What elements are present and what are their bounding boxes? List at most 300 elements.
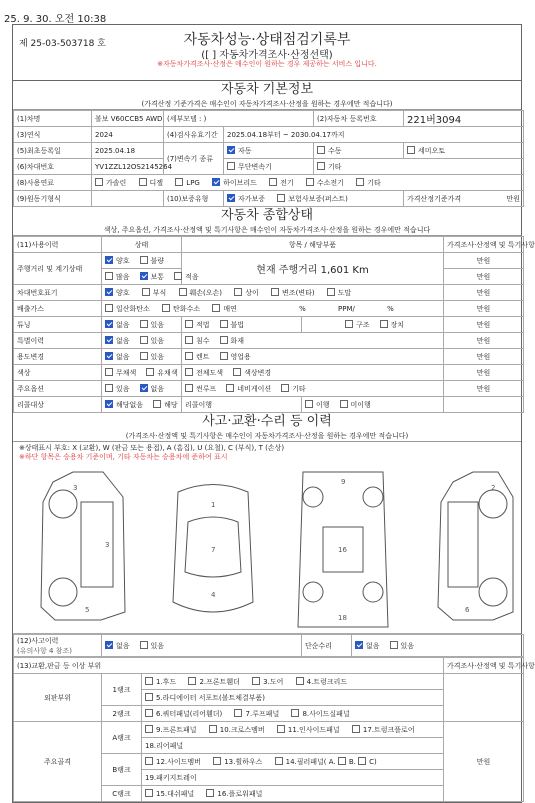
tuning-type (302, 317, 444, 333)
color-full-paint[interactable] (185, 369, 223, 377)
price-base (404, 191, 524, 207)
mileage-normal[interactable] (140, 273, 165, 281)
option-label: 무채색 (116, 368, 137, 377)
checkbox-icon (281, 384, 289, 392)
label-rank1: 1랭크 (102, 674, 142, 706)
document-title: 자동차성능·상태점검기록부 (183, 32, 351, 48)
option-label: 매연 (223, 304, 237, 313)
rank-c-options (142, 786, 444, 802)
gauge-bad[interactable] (140, 257, 165, 265)
checkbox-icon (390, 641, 398, 649)
col-parts-price: 가격조사·산정액 및 특기사항 (444, 658, 524, 674)
fuel-options (92, 175, 524, 191)
checkbox-icon (209, 725, 217, 733)
checkbox-icon (145, 725, 153, 733)
option-label: 있음 (116, 384, 130, 393)
label-transmission: (7)변속기 종류 (164, 143, 224, 175)
option-label: 7.루프패널 (245, 709, 280, 718)
checkbox-icon (296, 677, 304, 685)
label-car-name: (1)차명 (14, 111, 92, 127)
section-title: 자동차 종합상태 (220, 208, 314, 223)
label-engine-type: (9)원동기형식 (14, 191, 92, 207)
checkbox-icon (220, 320, 228, 328)
svg-text:5: 5 (85, 606, 90, 614)
checkbox-icon (145, 709, 153, 717)
checkbox-icon (252, 677, 260, 685)
checkbox-icon (317, 162, 325, 170)
document-subtitle: ([ ] 자동차가격조사·산정선택) (201, 50, 333, 61)
hist-yes[interactable] (140, 337, 165, 345)
part-roof-panel[interactable] (234, 710, 279, 718)
option-label: 수소전기 (316, 178, 344, 187)
option-label: 장치 (390, 320, 405, 329)
checkbox-icon (145, 789, 153, 797)
svg-text:18: 18 (338, 614, 347, 622)
option-label: 13.휠하우스 (224, 757, 263, 766)
tuning-device[interactable] (380, 321, 405, 329)
trans-cvt[interactable] (224, 159, 314, 175)
repair-header (13, 413, 521, 442)
label-parts: (13)교환,판금 등 이상 부위 (14, 658, 444, 674)
section-note: (가격조사·산정액 및 특기사항은 매수인이 자동차가격조사·산정을 원하는 경우에만 적습니다) (125, 432, 409, 440)
option-label: 수동 (328, 146, 342, 155)
checkbox-icon (146, 368, 154, 376)
checkbox-icon (356, 178, 364, 186)
repair-yes[interactable] (390, 642, 415, 650)
value-reg-no: 221버3094 (404, 111, 524, 127)
opt-yesno (102, 381, 182, 397)
car-top-view (173, 485, 253, 613)
rank-a-options-2 (142, 738, 444, 754)
unit-label: 만원 (444, 317, 524, 333)
option-label: 해당 (164, 400, 178, 409)
checkbox-icon (140, 352, 148, 360)
option-label: 5.라디에이터 서포트(볼트체결부품) (156, 693, 266, 702)
checkbox-icon (352, 725, 360, 733)
color-paint (182, 365, 444, 381)
recall-none[interactable] (105, 401, 143, 409)
checkbox-icon (185, 320, 193, 328)
opt-navi[interactable] (226, 385, 271, 393)
tuning-legal-opt[interactable] (185, 321, 210, 329)
emi-co[interactable] (105, 305, 150, 313)
document-header (13, 25, 521, 81)
emi-smoke[interactable] (212, 305, 237, 313)
checkbox-icon (145, 677, 153, 685)
part-cross-member[interactable] (209, 726, 265, 734)
svg-text:2: 2 (491, 484, 496, 492)
checkbox-icon (227, 146, 235, 154)
unit-label: 만원 (506, 194, 521, 203)
status-table (13, 236, 535, 413)
svg-text:4: 4 (211, 591, 216, 599)
svg-text:7: 7 (211, 546, 216, 554)
option-label: 많음 (116, 272, 130, 281)
part-door[interactable] (252, 678, 283, 686)
option-label: 6.쿼터패널(리어휀더) (156, 709, 223, 718)
option-label: 일산화탄소 (116, 304, 150, 313)
unit-label: 만원 (444, 301, 524, 317)
checkbox-icon (162, 304, 170, 312)
warranty-self[interactable] (227, 195, 265, 203)
car-frame-view (298, 472, 388, 627)
inspection-record (12, 24, 535, 803)
emission-options (102, 301, 444, 317)
opt-etc[interactable] (281, 385, 306, 393)
checkbox-icon (380, 320, 388, 328)
checkbox-icon (234, 709, 242, 717)
checkbox-icon (226, 384, 234, 392)
option-label: 있음 (150, 320, 165, 329)
option-label: 없음 (116, 641, 130, 650)
checkbox-icon (234, 288, 242, 296)
checkbox-icon (269, 178, 277, 186)
car-left-view (41, 472, 125, 620)
option-label: 적음 (185, 272, 199, 281)
option-label: 양호 (116, 256, 130, 265)
mileage-value: 현재 주행거리 1,601 Km (182, 253, 444, 285)
use-business[interactable] (220, 353, 251, 361)
svg-text:6: 6 (465, 606, 470, 614)
part-quarter-panel[interactable] (145, 710, 222, 718)
vin-mismatch[interactable] (234, 289, 259, 297)
pillar-b[interactable] (338, 758, 356, 766)
checkbox-icon (227, 162, 235, 170)
value-engine-type (92, 191, 164, 207)
label-simple-repair: 단순수리 (302, 635, 352, 657)
label-year: (3)연식 (14, 127, 92, 143)
mileage-few[interactable] (174, 273, 199, 281)
checkbox-icon (105, 384, 113, 392)
fuel-hydrogen[interactable] (306, 179, 344, 187)
part-dash-panel[interactable] (145, 790, 194, 798)
opt-none[interactable] (140, 385, 165, 393)
checkbox-icon (327, 288, 335, 296)
unit-label: 만원 (444, 269, 524, 285)
option-label: 보통 (150, 272, 165, 281)
checkbox-icon (317, 146, 325, 154)
label-outer-panel: 외판부위 (14, 674, 102, 722)
checkbox-icon (139, 178, 147, 186)
label-accident (14, 635, 102, 657)
value-car-name: 볼보 V60CCB5 AWD (92, 111, 164, 127)
checkbox-icon (407, 146, 415, 154)
document-number: 제 25-03-503718 호 (19, 39, 106, 49)
checkbox-icon (277, 194, 285, 202)
unit-label: 만원 (444, 253, 524, 269)
label-main-frame: 주요골격 (14, 722, 102, 802)
vin-corrosion[interactable] (142, 289, 167, 297)
gauge-good[interactable] (105, 257, 130, 265)
trans-semi[interactable] (404, 143, 524, 159)
option-label: 없음 (116, 320, 130, 329)
label-price-base: 가격산정기준가격 (407, 194, 462, 203)
hist-fire[interactable] (220, 337, 245, 345)
option-label: 전기 (280, 178, 294, 187)
part-rear-panel[interactable]: 18.리어패널 (145, 741, 184, 750)
print-timestamp: 25. 9. 30. 오전 10:38 (4, 14, 107, 25)
label-color: 색상 (14, 365, 102, 381)
rank-a-options (142, 722, 444, 738)
option-label: LPG (186, 178, 200, 187)
vin-painted[interactable] (327, 289, 352, 297)
opt-list (182, 381, 444, 397)
vin-altered[interactable] (271, 289, 315, 297)
car-diagram-svg (13, 442, 521, 634)
label-rank-b: B랭크 (102, 754, 142, 786)
option-label: 렌트 (196, 352, 210, 361)
tuning-structure[interactable] (345, 321, 370, 329)
use-yesno (102, 349, 182, 365)
option-label: 썬루프 (196, 384, 217, 393)
hist-yesno (102, 333, 182, 349)
unit-label: 만원 (444, 285, 524, 301)
emi-hc[interactable] (162, 305, 200, 313)
tuning-none[interactable] (105, 321, 130, 329)
recall-yes[interactable] (153, 401, 178, 409)
option-label: 적법 (196, 320, 210, 329)
color-chromatic[interactable] (146, 369, 177, 377)
part-trunk-floor[interactable] (352, 726, 415, 734)
checkbox-icon (275, 757, 283, 765)
fuel-electric[interactable] (269, 179, 294, 187)
rank-b-options-2 (142, 770, 444, 786)
option-label: 1.후드 (156, 677, 177, 686)
unit-label: 만원 (444, 381, 524, 397)
option-label: 11.인사이드패널 (287, 725, 340, 734)
unit-percent: % (299, 304, 306, 313)
option-label: 세미오토 (418, 146, 446, 155)
option-label: 색상변경 (244, 368, 272, 377)
option-label: 구조 (356, 320, 370, 329)
parts-table (13, 657, 535, 802)
part-floor-panel[interactable] (206, 790, 262, 798)
label-inspection-valid: (4)검사유효기간 (164, 127, 224, 143)
unit-label: 만원 (444, 365, 524, 381)
hist-flood[interactable] (185, 337, 210, 345)
label-options: 주요옵션 (14, 381, 102, 397)
unit-ppm: PPM/ (338, 304, 355, 313)
part-front-panel[interactable] (145, 726, 197, 734)
option-label: 훼손(오손) (189, 288, 223, 297)
option-label: 기타 (367, 178, 381, 187)
unit-label: 만원 (444, 349, 524, 365)
option-label: 자가보증 (238, 194, 266, 203)
vin-mark-options (102, 285, 444, 301)
vin-good[interactable] (105, 289, 130, 297)
svg-text:1: 1 (211, 501, 216, 509)
option-label: 있음 (150, 641, 165, 650)
label-warranty: (10)보증유형 (164, 191, 224, 207)
option-label: 불량 (150, 256, 165, 265)
accident-yes[interactable] (140, 642, 165, 650)
checkbox-icon (306, 178, 314, 186)
option-label: 변조(변타) (282, 288, 315, 297)
use-none[interactable] (105, 353, 130, 361)
option-label: 상이 (245, 288, 259, 297)
checkbox-icon (105, 368, 113, 376)
accident-label: (12)사고이력 (17, 636, 59, 645)
fuel-lpg[interactable] (175, 179, 200, 187)
tuning-illegal-opt[interactable] (220, 321, 245, 329)
option-label: 기타 (328, 162, 342, 171)
value-year: 2024 (92, 127, 164, 143)
checkbox-icon (95, 178, 103, 186)
mileage-options (102, 269, 199, 285)
svg-text:9: 9 (341, 478, 346, 486)
checkbox-icon (185, 336, 193, 344)
trans-etc[interactable] (314, 159, 524, 175)
color-achromatic[interactable] (105, 369, 136, 377)
option-label: 없음 (116, 336, 130, 345)
checkbox-icon (212, 178, 220, 186)
option-label: 디젤 (149, 178, 164, 187)
color-type (102, 365, 182, 381)
checkbox-icon (145, 757, 153, 765)
label-recall: 리콜대상 (14, 397, 102, 413)
part-front-fender[interactable] (188, 678, 240, 686)
part-inside-panel[interactable] (277, 726, 340, 734)
opt-sunroof[interactable] (185, 385, 216, 393)
checkbox-icon (105, 256, 113, 264)
use-yes[interactable] (140, 353, 165, 361)
recall-done[interactable] (305, 401, 330, 409)
checkbox-icon (175, 178, 183, 186)
accident-none[interactable] (105, 642, 130, 650)
tuning-legal (182, 317, 302, 333)
checkbox-icon (174, 272, 182, 280)
checkbox-icon (206, 789, 214, 797)
part-radiator-support[interactable] (145, 694, 265, 702)
part-package-tray[interactable]: 19.패키지트레이 (145, 773, 197, 782)
option-label: 있음 (400, 641, 415, 650)
car-right-view (438, 472, 513, 620)
rank1-options-2 (142, 690, 444, 706)
part-hood[interactable] (145, 678, 176, 686)
color-change[interactable] (233, 369, 271, 377)
repair-none[interactable] (355, 642, 380, 650)
part-wheel-house[interactable] (213, 758, 262, 766)
label-emission: 배출가스 (14, 301, 102, 317)
option-label: 4.트렁크리드 (306, 677, 348, 686)
label-vin: (6)차대번호 (14, 159, 92, 175)
checkbox-icon (185, 352, 193, 360)
section-note: 색상, 주요옵션, 가격조사·산정액 및 특기사항은 매수인이 자동차가격조사·산정을 원하는 경우에만 적습니다 (103, 226, 431, 234)
checkbox-icon (105, 320, 113, 328)
damage-diagram (13, 442, 521, 634)
option-label: 16.플로워패널 (217, 789, 263, 798)
label-recall-done: 리콜이행 (182, 397, 302, 413)
checkbox-icon (227, 194, 235, 202)
checkbox-icon (305, 400, 313, 408)
checkbox-icon (140, 320, 148, 328)
checkbox-icon (140, 384, 148, 392)
option-label: 10.크로스멤버 (219, 725, 265, 734)
checkbox-icon (358, 757, 366, 765)
section-title: 사고·교환·수리 등 이력 (202, 414, 332, 429)
option-label: 영업용 (230, 352, 251, 361)
part-side-member[interactable] (145, 758, 201, 766)
label-vin-mark: 차대번호표기 (14, 285, 102, 301)
option-label: 있음 (150, 336, 165, 345)
checkbox-icon (220, 336, 228, 344)
rank-b-options (142, 754, 444, 770)
trans-auto[interactable] (224, 143, 314, 159)
checkbox-icon (220, 352, 228, 360)
checkbox-icon (291, 709, 299, 717)
svg-text:3: 3 (105, 541, 110, 549)
checkbox-icon (188, 677, 196, 685)
hist-none[interactable] (105, 337, 130, 345)
checkbox-icon (338, 757, 346, 765)
use-rent[interactable] (185, 353, 210, 361)
option-label: 네비게이션 (237, 384, 272, 393)
label-fuel: (8)사용연료 (14, 175, 92, 191)
fuel-diesel[interactable] (139, 179, 164, 187)
checkbox-icon (105, 288, 113, 296)
warranty-options (224, 191, 404, 207)
pillar-c[interactable] (358, 758, 377, 766)
recall-not-done[interactable] (340, 401, 371, 409)
checkbox-icon (340, 400, 348, 408)
hist-type (182, 333, 444, 349)
checkbox-icon (153, 400, 161, 408)
part-pillar-panel[interactable] (275, 758, 336, 766)
checkbox-icon (142, 288, 150, 296)
unit-percent: % (387, 304, 394, 313)
option-label: 유채색 (157, 368, 178, 377)
fuel-etc[interactable] (356, 179, 381, 187)
svg-text:16: 16 (338, 546, 347, 554)
option-label: 전체도색 (196, 368, 224, 377)
warranty-insurer[interactable] (277, 195, 348, 203)
option-label: 3.도어 (263, 677, 284, 686)
fuel-gasoline[interactable] (95, 179, 126, 187)
label-tuning: 튜닝 (14, 317, 102, 333)
option-label: 14.필러패널( A. (285, 757, 336, 766)
basic-info-table (13, 110, 524, 207)
option-label: 15.대쉬패널 (156, 789, 195, 798)
option-label: 도말 (337, 288, 352, 297)
legend-symbols: ※상태표시 부호: X (교환), W (판금 또는 용접), A (흠집), U (요철), C (부식), T (손상) (19, 444, 285, 452)
option-label: 8.사이드실패널 (302, 709, 350, 718)
outer-price (444, 674, 524, 722)
rank1-options (142, 674, 444, 690)
option-label: 해당없음 (116, 400, 144, 409)
col-status: 상태 (102, 237, 182, 253)
fuel-hybrid[interactable] (212, 179, 257, 187)
option-label: 기타 (292, 384, 306, 393)
label-rank-a: A랭크 (102, 722, 142, 754)
part-side-sill[interactable] (291, 710, 349, 718)
trans-manual[interactable] (314, 143, 404, 159)
section-title: 자동차 기본정보 (220, 82, 314, 97)
mileage-many[interactable] (105, 273, 130, 281)
tuning-yes[interactable] (140, 321, 165, 329)
svg-text:3: 3 (73, 484, 78, 492)
option-label: 9.프론트패널 (156, 725, 197, 734)
tuning-yesno (102, 317, 182, 333)
opt-yes[interactable] (105, 385, 130, 393)
part-trunk-lid[interactable] (296, 678, 348, 686)
option-label: 탄화수소 (173, 304, 201, 313)
checkbox-icon (355, 641, 363, 649)
checkbox-icon (277, 725, 285, 733)
option-label: 2.프론트휀더 (199, 677, 240, 686)
label-mileage: 주행거리 및 계기상태 (14, 253, 102, 285)
value-vin: YV1ZZL12OS2145264 (92, 159, 164, 175)
vin-damage[interactable] (179, 289, 223, 297)
